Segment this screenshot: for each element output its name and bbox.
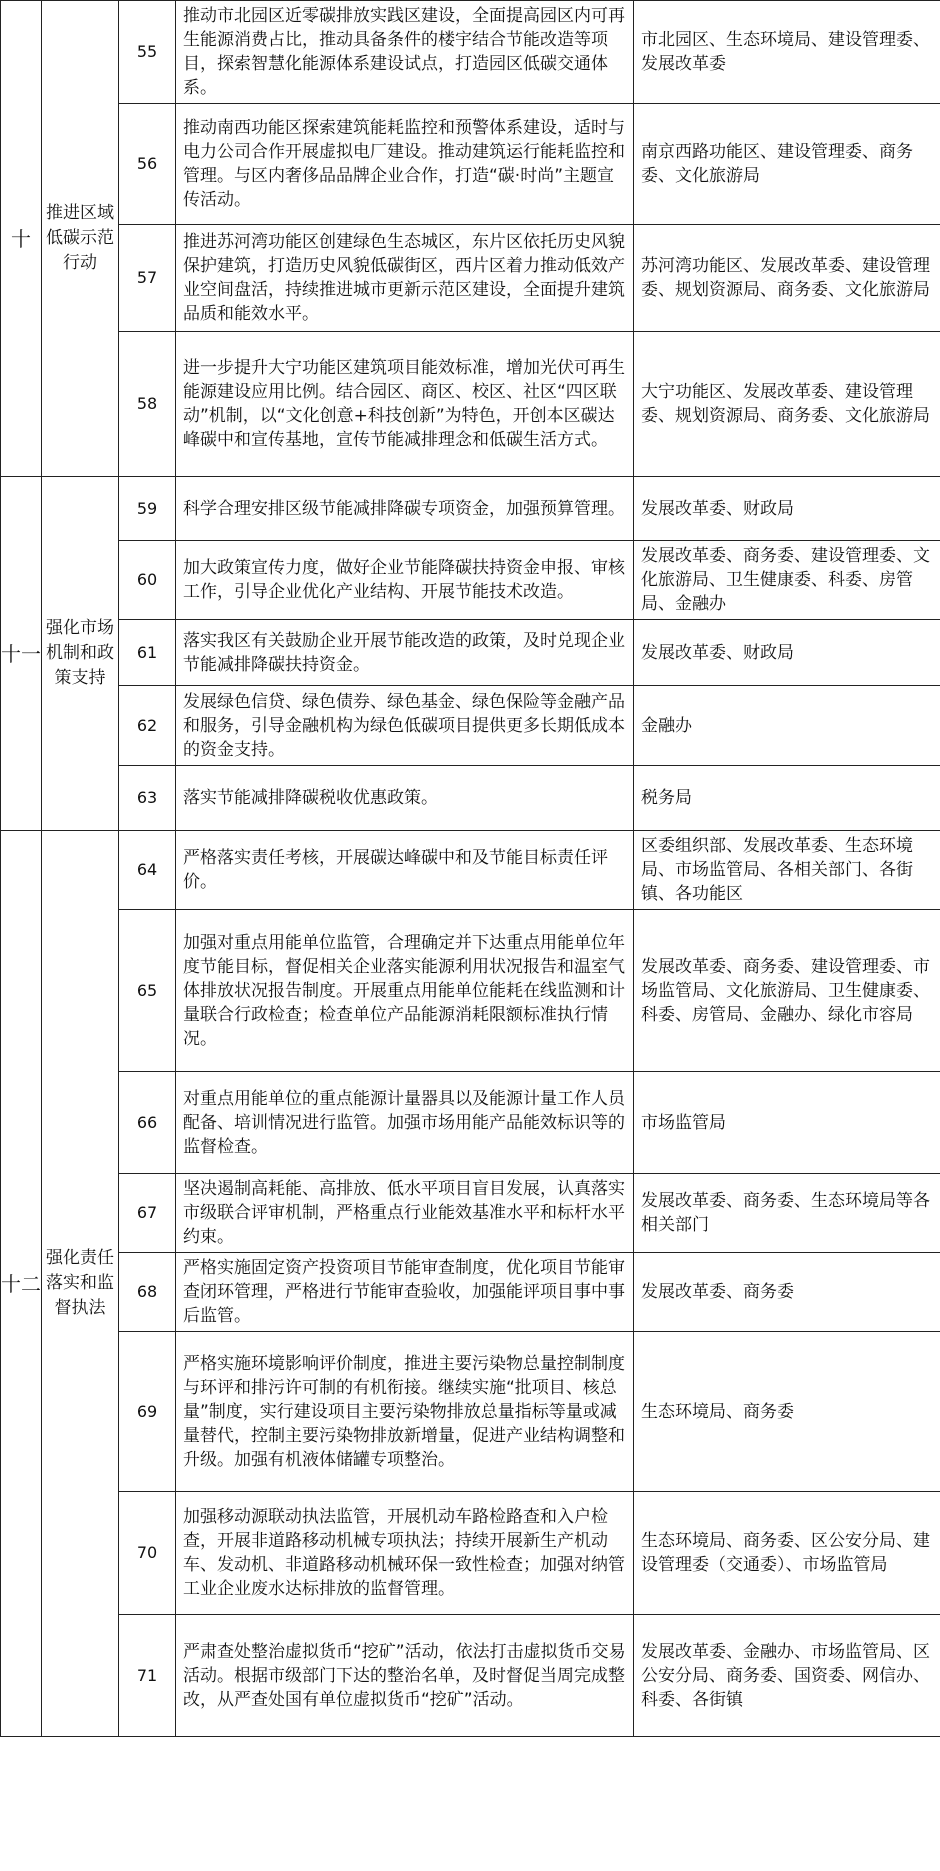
task-content: 进一步提升大宁功能区建筑项目能效标准，增加光伏可再生能源建设应用比例。结合园区、商区、校区、社区“四区联动”机制，以“文化创意+科技创新”为特色，开创本区碳达峰碳中和宣传基地，宣传节能减排理念和低碳生活方式。	[176, 332, 634, 477]
responsible-dept: 苏河湾功能区、发展改革委、建设管理委、规划资源局、商务委、文化旅游局	[634, 225, 940, 332]
task-content: 加强移动源联动执法监管，开展机动车路检路查和入户检查，开展非道路移动机械专项执法；持续开展新生产机动车、发动机、非道路移动机械环保一致性检查；加强对纳管工业企业废水达标排放的监督管理。	[176, 1492, 634, 1615]
responsible-dept: 税务局	[634, 766, 940, 831]
group-number: 十一	[1, 477, 42, 831]
group-number: 十	[1, 1, 42, 477]
row-number: 57	[119, 225, 176, 332]
row-number: 59	[119, 477, 176, 541]
table-row	[1, 541, 940, 620]
responsible-dept: 发展改革委、财政局	[634, 620, 940, 686]
responsible-dept: 发展改革委、金融办、市场监管局、区公安分局、商务委、国资委、网信办、科委、各街镇	[634, 1615, 940, 1737]
row-number: 69	[119, 1332, 176, 1492]
responsible-dept: 南京西路功能区、建设管理委、商务委、文化旅游局	[634, 104, 940, 225]
task-content: 落实节能减排降碳税收优惠政策。	[176, 766, 634, 831]
table-row	[1, 686, 940, 766]
table-row	[1, 1615, 940, 1737]
task-content: 加强对重点用能单位监管，合理确定并下达重点用能单位年度节能目标，督促相关企业落实能源利用状况报告和温室气体排放状况报告制度。开展重点用能单位能耗在线监测和计量联合行政检查；检查单位产品能源消耗限额标准执行情况。	[176, 910, 634, 1072]
row-number: 60	[119, 541, 176, 620]
responsible-dept: 大宁功能区、发展改革委、建设管理委、规划资源局、商务委、文化旅游局	[634, 332, 940, 477]
table-row	[1, 477, 940, 541]
responsible-dept: 发展改革委、商务委	[634, 1253, 940, 1332]
row-number: 66	[119, 1072, 176, 1174]
task-content: 对重点用能单位的重点能源计量器具以及能源计量工作人员配备、培训情况进行监管。加强市场用能产品能效标识等的监督检查。	[176, 1072, 634, 1174]
table-row	[1, 1, 940, 104]
table-row	[1, 1174, 940, 1253]
task-content: 严肃查处整治虚拟货币“挖矿”活动，依法打击虚拟货币交易活动。根据市级部门下达的整治名单，及时督促当周完成整改，从严查处国有单位虚拟货币“挖矿”活动。	[176, 1615, 634, 1737]
table-row	[1, 766, 940, 831]
task-content: 严格实施固定资产投资项目节能审查制度，优化项目节能审查闭环管理，严格进行节能审查验收，加强能评项目事中事后监管。	[176, 1253, 634, 1332]
responsible-dept: 发展改革委、商务委、生态环境局等各相关部门	[634, 1174, 940, 1253]
group-name: 强化责任落实和监督执法	[42, 831, 119, 1737]
task-content: 推动南西功能区探索建筑能耗监控和预警体系建设，适时与电力公司合作开展虚拟电厂建设。推动建筑运行能耗监控和管理。与区内奢侈品品牌企业合作，打造“碳·时尚”主题宣传活动。	[176, 104, 634, 225]
responsible-dept: 发展改革委、财政局	[634, 477, 940, 541]
table-row	[1, 332, 940, 477]
table-row	[1, 910, 940, 1072]
row-number: 68	[119, 1253, 176, 1332]
table-row	[1, 1253, 940, 1332]
responsible-dept: 生态环境局、商务委	[634, 1332, 940, 1492]
group-name: 推进区域低碳示范行动	[42, 1, 119, 477]
table-row	[1, 225, 940, 332]
responsible-dept: 金融办	[634, 686, 940, 766]
responsible-dept: 发展改革委、商务委、建设管理委、市场监管局、文化旅游局、卫生健康委、科委、房管局、金融办、绿化市容局	[634, 910, 940, 1072]
task-content: 落实我区有关鼓励企业开展节能改造的政策，及时兑现企业节能减排降碳扶持资金。	[176, 620, 634, 686]
row-number: 64	[119, 831, 176, 910]
task-content: 坚决遏制高耗能、高排放、低水平项目盲目发展，认真落实市级联合评审机制，严格重点行业能效基准水平和标杆水平约束。	[176, 1174, 634, 1253]
responsible-dept: 生态环境局、商务委、区公安分局、建设管理委（交通委）、市场监管局	[634, 1492, 940, 1615]
table-row	[1, 104, 940, 225]
responsible-dept: 市北园区、生态环境局、建设管理委、发展改革委	[634, 1, 940, 104]
task-content: 严格实施环境影响评价制度，推进主要污染物总量控制制度与环评和排污许可制的有机衔接。继续实施“批项目、核总量”制度，实行建设项目主要污染物排放总量指标等量或减量替代，控制主要污染物排放新增量，促进产业结构调整和升级。加强有机液体储罐专项整治。	[176, 1332, 634, 1492]
task-content: 推进苏河湾功能区创建绿色生态城区，东片区依托历史风貌保护建筑，打造历史风貌低碳街区，西片区着力推动低效产业空间盘活，持续推进城市更新示范区建设，全面提升建筑品质和能效水平。	[176, 225, 634, 332]
table-row	[1, 1072, 940, 1174]
row-number: 63	[119, 766, 176, 831]
row-number: 55	[119, 1, 176, 104]
row-number: 58	[119, 332, 176, 477]
table-row	[1, 831, 940, 910]
task-content: 科学合理安排区级节能减排降碳专项资金，加强预算管理。	[176, 477, 634, 541]
row-number: 65	[119, 910, 176, 1072]
table-row	[1, 1332, 940, 1492]
table-row	[1, 1492, 940, 1615]
row-number: 70	[119, 1492, 176, 1615]
task-content: 推动市北园区近零碳排放实践区建设，全面提高园区内可再生能源消费占比，推动具备条件的楼宇结合节能改造等项目，探索智慧化能源体系建设试点，打造园区低碳交通体系。	[176, 1, 634, 104]
row-number: 71	[119, 1615, 176, 1737]
group-number: 十二	[1, 831, 42, 1737]
responsible-dept: 市场监管局	[634, 1072, 940, 1174]
task-content: 加大政策宣传力度，做好企业节能降碳扶持资金申报、审核工作，引导企业优化产业结构、开展节能技术改造。	[176, 541, 634, 620]
row-number: 56	[119, 104, 176, 225]
group-name: 强化市场机制和政策支持	[42, 477, 119, 831]
row-number: 62	[119, 686, 176, 766]
table-row	[1, 620, 940, 686]
row-number: 67	[119, 1174, 176, 1253]
responsible-dept: 区委组织部、发展改革委、生态环境局、市场监管局、各相关部门、各街镇、各功能区	[634, 831, 940, 910]
task-content: 发展绿色信贷、绿色债券、绿色基金、绿色保险等金融产品和服务，引导金融机构为绿色低碳项目提供更多长期低成本的资金支持。	[176, 686, 634, 766]
row-number: 61	[119, 620, 176, 686]
responsible-dept: 发展改革委、商务委、建设管理委、文化旅游局、卫生健康委、科委、房管局、金融办	[634, 541, 940, 620]
task-content: 严格落实责任考核，开展碳达峰碳中和及节能目标责任评价。	[176, 831, 634, 910]
